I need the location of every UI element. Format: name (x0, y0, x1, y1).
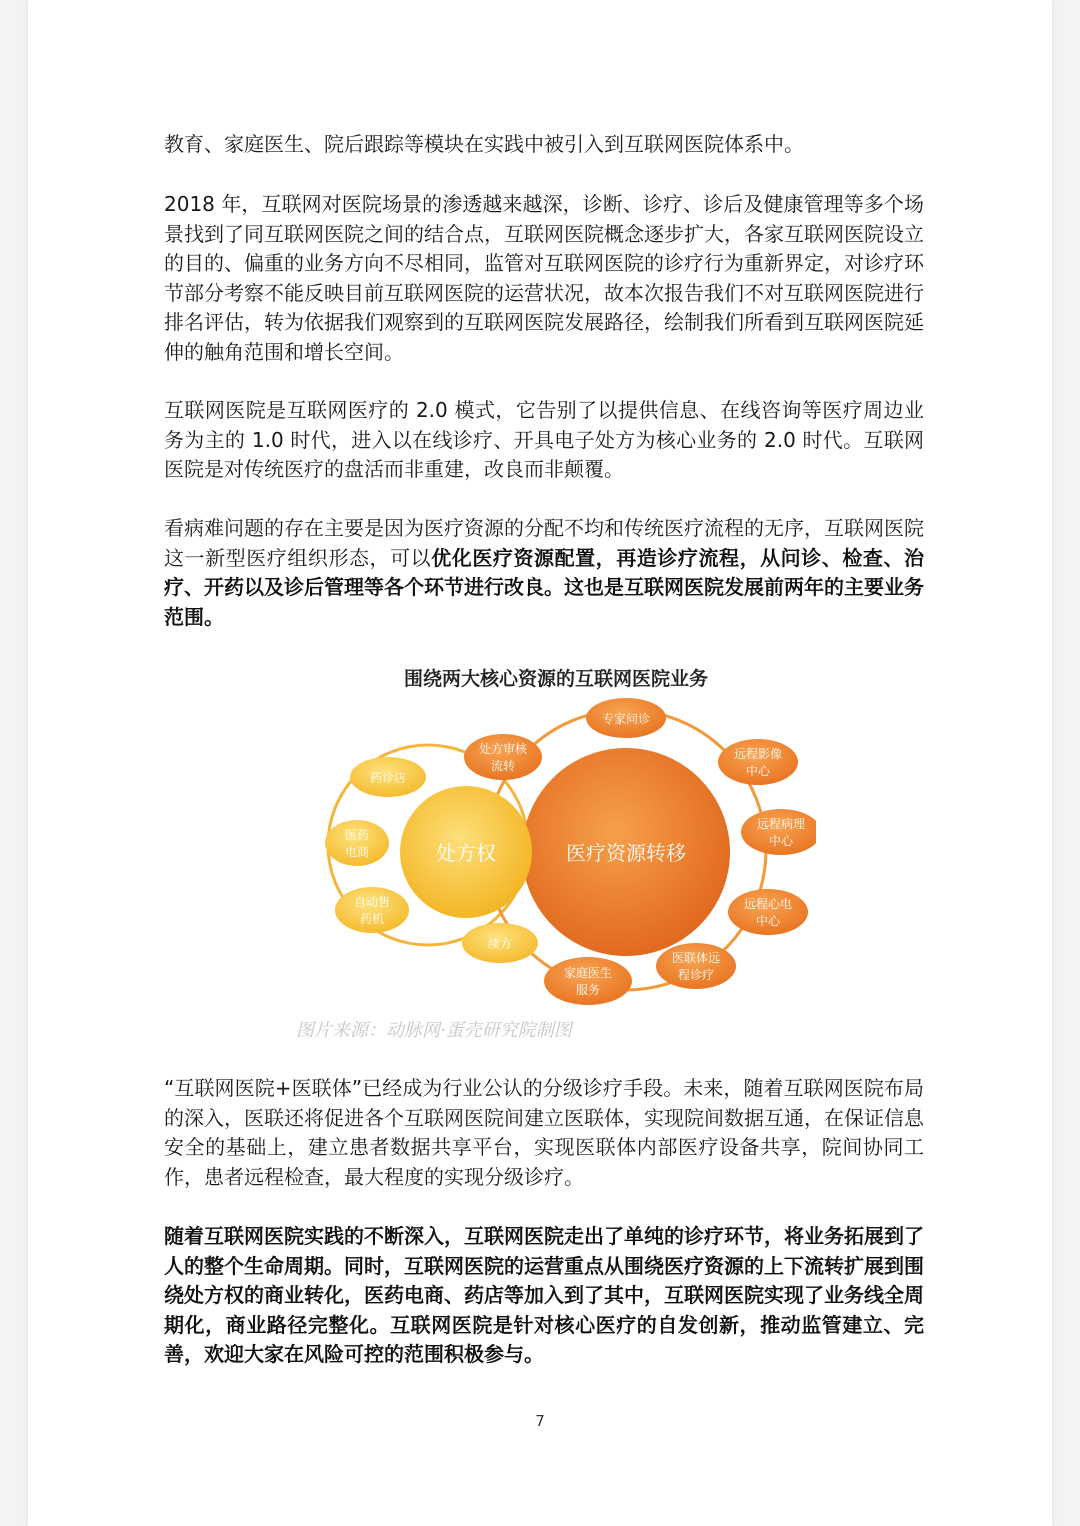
diagram-title: 围绕两大核心资源的互联网医院业务 (403, 668, 708, 690)
core-label-resource: 医疗资源转移 (566, 843, 686, 865)
node-remote-ecg-line1: 远程心电 (743, 897, 793, 911)
node-remote-imaging (718, 739, 798, 785)
document-page (28, 0, 1052, 1526)
node-pharma-ecommerce (325, 820, 389, 866)
node-prescription-review (464, 734, 542, 780)
node-remote-imaging-line1: 远程影像 (733, 747, 783, 761)
node-vending-machine-line1: 自动售 (353, 895, 391, 909)
core-label-prescription: 处方权 (436, 843, 496, 865)
node-family-doctor (544, 957, 632, 1005)
node-remote-imaging-line2: 中心 (745, 764, 771, 778)
node-family-doctor-line1: 家庭医生 (563, 966, 613, 980)
node-pharma-ecommerce-line1: 医药 (344, 828, 370, 842)
node-family-doctor-line2: 服务 (575, 983, 601, 997)
node-alliance-remote (656, 943, 736, 989)
paragraph-4 (164, 514, 924, 632)
diagram-canvas (296, 660, 816, 1040)
node-remote-pathology-line2: 中心 (768, 834, 794, 848)
paragraph-6: 随着互联网医院实践的不断深入，互联网医院走出了单纯的诊疗环节，将业务拓展到了人的整个生命周期。同时，互联网医院的运营重点从围绕医疗资源的上下流转扩展到围绕处方权的商业转化，医药电商、药店等加入到了其中，互联网医院实现了业务线全周期化，商业路径完整化。互联网医院是针对核心医疗的自发创新，推动监管建立、完善，欢迎大家在风险可控的范围积极参与。 (164, 1224, 924, 1366)
node-prescription-review-line2: 流转 (490, 759, 516, 773)
node-remote-ecg-line2: 中心 (755, 914, 781, 928)
node-vending-machine-line2: 药机 (359, 912, 385, 926)
figure-caption: 图片来源：动脉网·蛋壳研究院制图 (296, 1020, 572, 1041)
page-number: 7 (535, 1412, 545, 1430)
node-pharma-ecommerce-line2: 电商 (344, 845, 370, 859)
business-diagram (296, 660, 816, 1040)
paragraph-5: “互联网医院+医联体”已经成为行业公认的分级诊疗手段。未来，随着互联网医院布局的深入，医联还将促进各个互联网医院间建立医联体，实现院间数据互通，在保证信息安全的基础上，建立患者数据共享平台，实现医联体内部医疗设备共享，院间协同工作，患者远程检查，最大程度的实现分级诊疗。 (164, 1076, 924, 1189)
paragraph-3: 互联网医院是互联网医疗的 2.0 模式，它告别了以提供信息、在线咨询等医疗周边业务为主的 1.0 时代，进入以在线诊疗、开具电子处方为核心业务的 2.0 时代。互联网医院是对传统医疗的盘活而非重建，改良而非颠覆。 (164, 398, 924, 481)
node-expert-consult-label: 专家问诊 (601, 712, 651, 726)
paragraph-4-normal: 看病难问题的存在主要是因为医疗资源的分配不均和传统医疗流程的无序，互联网医院这一新型医疗组织形态，可以 (164, 516, 924, 570)
node-vending-machine (335, 887, 409, 933)
node-remote-pathology (741, 809, 816, 855)
node-alliance-remote-line2: 程诊疗 (677, 968, 715, 982)
paragraph-2: 2018 年，互联网对医院场景的渗透越来越深，诊断、诊疗、诊后及健康管理等多个场景找到了同互联网医院之间的结合点，互联网医院概念逐步扩大，各家互联网医院设立的目的、偏重的业务方向不尽相同，监管对互联网医院的诊疗行为重新界定，对诊疗环节部分考察不能反映目前互联网医院的运营状况，故本次报告我们不对互联网医院进行排名评估，转为依据我们观察到的互联网医院发展路径，绘制我们所看到互联网医院延伸的触角范围和增长空间。 (164, 192, 924, 364)
paragraph-4-bold: 优化医疗资源配置，再造诊疗流程，从问诊、检查、治疗、开药以及诊后管理等各个环节进行改良。这也是互联网医院发展前两年的主要业务范围。 (164, 545, 925, 629)
node-remote-ecg (728, 889, 808, 935)
node-remote-pathology-line1: 远程病理 (756, 817, 806, 831)
node-prescription-renewal-label: 续方 (487, 937, 513, 951)
paragraph-1: 教育、家庭医生、院后跟踪等模块在实践中被引入到互联网医院体系中。 (164, 132, 804, 156)
node-pharmacy-clinic-label: 药诊店 (369, 771, 407, 785)
node-prescription-review-line1: 处方审核 (478, 742, 528, 756)
node-alliance-remote-line1: 医联体远 (671, 951, 721, 965)
